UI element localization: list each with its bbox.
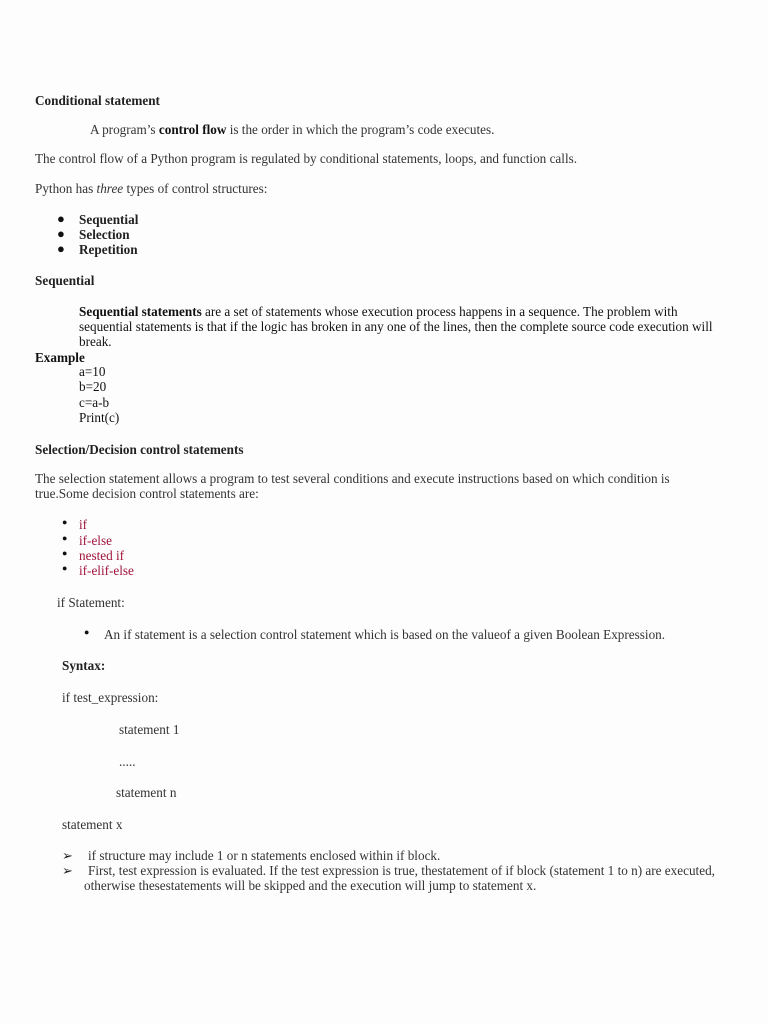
bullet-icon: ● — [84, 627, 90, 637]
code-line: c=a-b — [79, 395, 110, 410]
bullet-icon: ● — [57, 241, 65, 256]
control-flow-line: The control flow of a Python program is regulated by conditional statements, loops, and function calls. — [35, 151, 578, 166]
intro-bold: control flow — [158, 122, 227, 137]
arrow-point: First, test expression is evaluated. If the test expression is true, thestatement of if block (statement 1 to n) are executed, otherwise thesestatements will be skipped and the execution will jump to statement x. — [84, 863, 715, 894]
bullet-icon: ● — [62, 533, 68, 543]
list-item: if-else — [79, 533, 112, 548]
bullet-icon: ● — [62, 548, 68, 558]
syntax-line: ..... — [119, 754, 136, 769]
arrow-bullet-icon: ➢ — [62, 848, 74, 863]
list-item: if-elif-else — [79, 563, 134, 578]
bullet-icon: ● — [62, 563, 68, 573]
python-has-prefix: Python has — [35, 181, 97, 196]
python-has-suffix: types of control structures: — [123, 181, 268, 196]
list-item: Sequential — [79, 212, 139, 227]
list-item: Selection — [79, 227, 130, 242]
arrow-point: if structure may include 1 or n statements enclosed within if block. — [88, 848, 441, 863]
heading-selection: Selection/Decision control statements — [35, 442, 244, 457]
if-statement-desc: An if statement is a selection control statement which is based on the valueof a given Boolean Expression. — [104, 627, 666, 642]
code-line: a=10 — [79, 364, 106, 379]
bullet-icon: ● — [57, 226, 65, 241]
intro-prefix: A program’s — [90, 122, 159, 137]
syntax-line: statement x — [62, 817, 123, 832]
python-has-line — [35, 181, 267, 196]
syntax-line: if test_expression: — [62, 690, 159, 705]
sequential-paragraph — [79, 304, 727, 350]
code-line: b=20 — [79, 379, 107, 394]
if-statement-label: if Statement: — [57, 595, 125, 610]
python-has-italic: three — [96, 181, 124, 196]
bullet-icon: ● — [57, 211, 65, 226]
selection-paragraph: The selection statement allows a program to test several conditions and execute instructions based on which condition is true.Some decision control statements are: — [35, 471, 670, 502]
intro-line — [90, 122, 494, 137]
sequential-bold: Sequential statements — [79, 304, 202, 319]
intro-suffix: is the order in which the program’s code executes. — [226, 122, 495, 137]
list-item: Repetition — [79, 242, 138, 257]
bullet-icon: ● — [62, 517, 68, 527]
heading-conditional-statement: Conditional statement — [35, 93, 160, 108]
example-label: Example — [35, 350, 85, 365]
list-item: nested if — [79, 548, 125, 563]
syntax-line: statement n — [116, 785, 177, 800]
syntax-line: statement 1 — [119, 722, 180, 737]
code-line: Print(c) — [79, 410, 120, 425]
list-item: if — [79, 517, 88, 532]
arrow-bullet-icon: ➢ — [62, 863, 74, 878]
syntax-label: Syntax: — [62, 658, 106, 673]
heading-sequential: Sequential — [35, 273, 95, 288]
sequential-rest: are a set of statements whose execution process happens in a sequence. The problem with sequential statements is that if the logic has broken in any one of the lines, then the complete source code execution will break. — [79, 304, 713, 350]
